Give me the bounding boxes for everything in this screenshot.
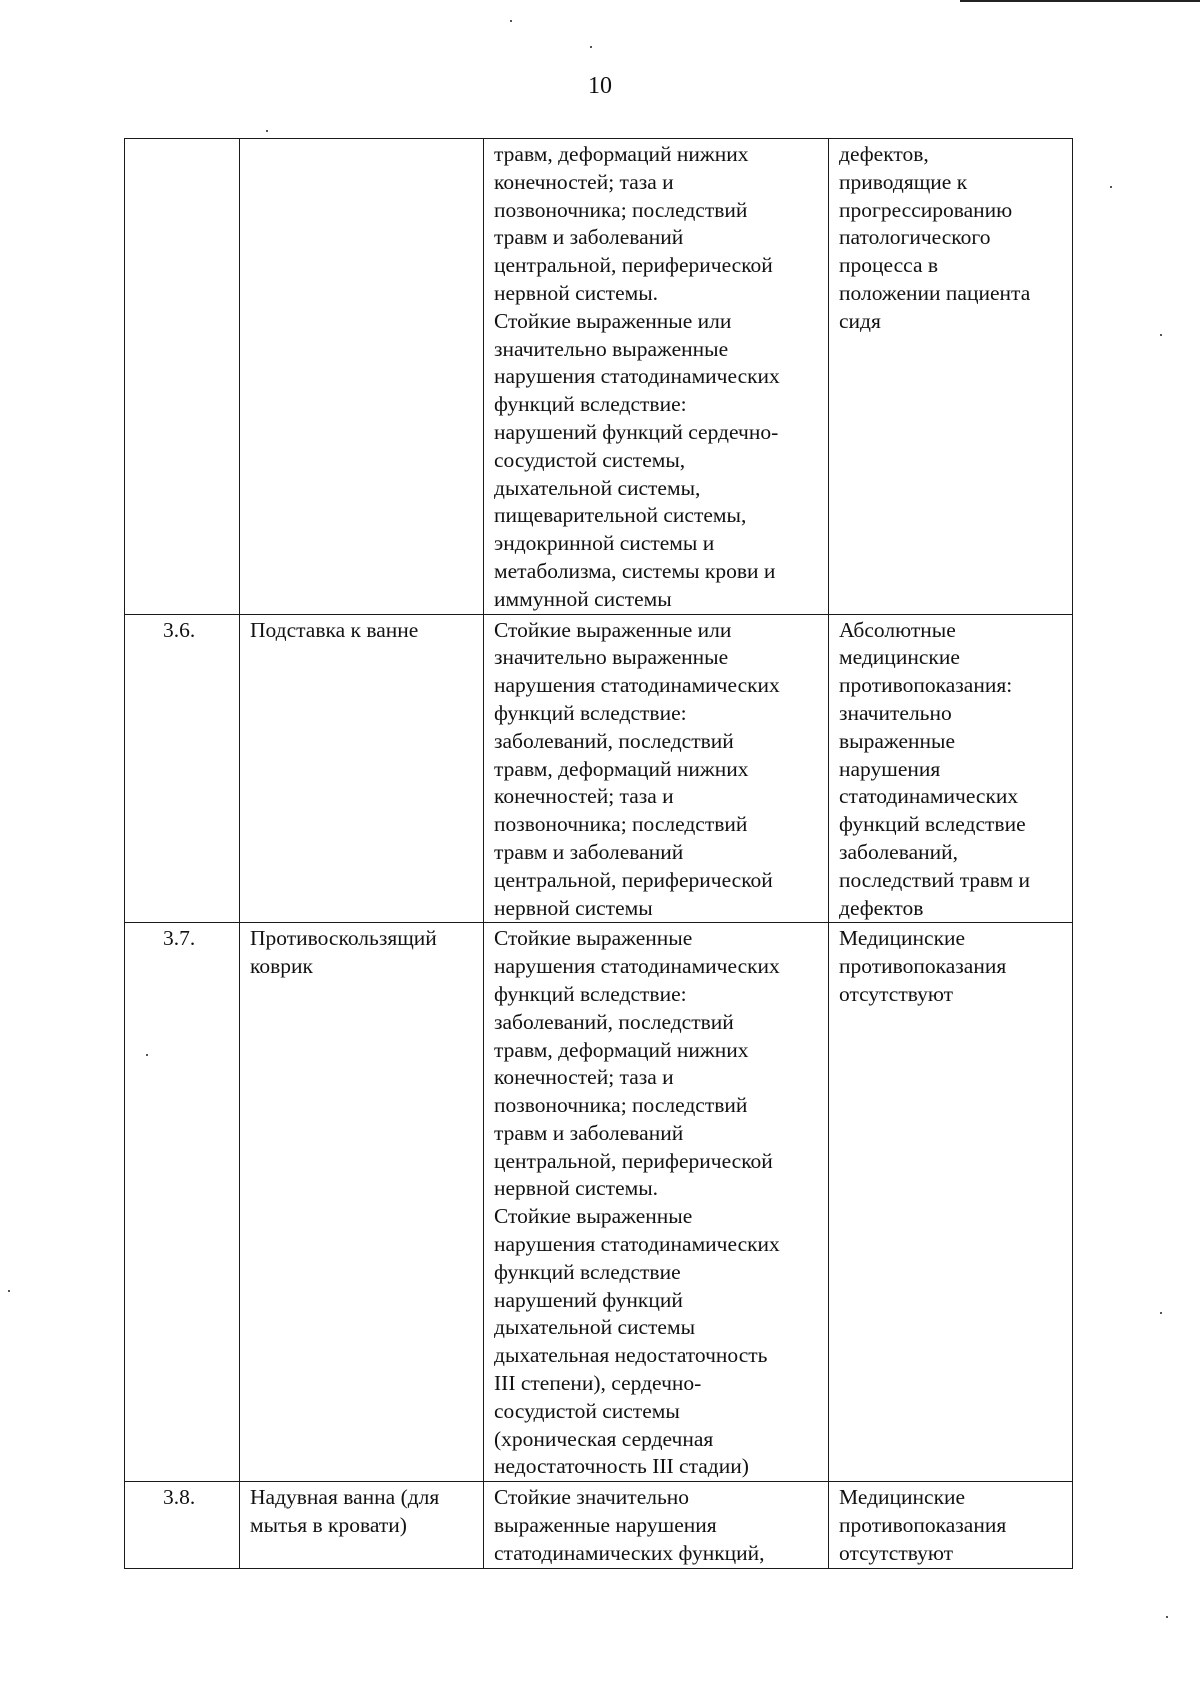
cell-line: противопоказания: <box>839 673 1013 698</box>
cell-line: позвоночника; последствий <box>494 1093 748 1118</box>
cell-line: конечностей; таза и <box>494 784 674 809</box>
cell-line: травм, деформаций нижних <box>494 142 749 166</box>
cell-line: нарушения статодинамических <box>494 673 780 698</box>
cell-line: конечностей; таза и <box>494 169 674 194</box>
cell-line: статодинамических функций, <box>494 1540 765 1565</box>
scan-speck <box>1160 1312 1162 1314</box>
cell-line: дефектов <box>839 895 924 920</box>
table-row <box>125 1482 1073 1568</box>
cell-line: функций вследствие: <box>494 700 687 725</box>
product-name <box>240 614 484 923</box>
cell-line: последствий травм и <box>839 867 1030 892</box>
cell-line: нервной системы. <box>494 280 659 305</box>
page-number: 10 <box>588 73 612 99</box>
cell-line: функций вследствие: <box>494 981 687 1006</box>
cell-line: недостаточность III стадии) <box>494 1454 749 1479</box>
contraindications-cell <box>829 139 1073 615</box>
indications-cell <box>484 923 829 1482</box>
scan-speck <box>510 20 512 22</box>
cell-line: иммунной системы <box>494 586 672 611</box>
cell-line: травм и заболеваний <box>494 225 684 250</box>
cell-line: функций вследствие: <box>494 392 687 417</box>
cell-line: Стойкие выраженные или <box>494 617 732 642</box>
indications-cell <box>484 1482 829 1568</box>
product-name <box>240 139 484 615</box>
cell-line: Медицинские <box>839 926 966 951</box>
scan-speck <box>266 130 268 132</box>
contraindications-cell <box>829 614 1073 923</box>
cell-line: Подставка к ванне <box>250 617 419 642</box>
indications-cell <box>484 139 829 615</box>
cell-line: Абсолютные <box>839 617 956 642</box>
scan-edge-line <box>960 0 1200 2</box>
cell-line: Стойкие выраженные <box>494 926 693 951</box>
cell-line: мытья в кровати) <box>250 1513 407 1538</box>
cell-line: Стойкие значительно <box>494 1485 690 1510</box>
cell-line: метаболизма, системы крови и <box>494 558 776 583</box>
cell-line: значительно выраженные <box>494 645 729 670</box>
cell-line: нарушения статодинамических <box>494 364 780 389</box>
cell-line: нервной системы. <box>494 1176 659 1201</box>
cell-line: травм и заболеваний <box>494 839 684 864</box>
cell-line: позвоночника; последствий <box>494 812 748 837</box>
cell-line: нарушения статодинамических <box>494 954 780 979</box>
cell-line: центральной, периферической <box>494 1148 773 1173</box>
cell-line: нарушения <box>839 756 941 781</box>
cell-line: выраженные <box>839 728 956 753</box>
cell-line: нарушений функций сердечно- <box>494 419 779 444</box>
cell-line: позвоночника; последствий <box>494 197 748 222</box>
cell-line: положении пациента <box>839 280 1031 305</box>
cell-line: травм, деформаций нижних <box>494 1037 749 1062</box>
cell-line: Противоскользящий <box>250 926 437 951</box>
cell-line: сосудистой системы <box>494 1398 680 1423</box>
cell-line: медицинские <box>839 645 960 670</box>
cell-line: центральной, периферической <box>494 253 773 278</box>
cell-line: центральной, периферической <box>494 867 773 892</box>
cell-line: функций вследствие <box>839 812 1026 837</box>
cell-line: эндокринной системы и <box>494 531 715 556</box>
cell-line: нарушения статодинамических <box>494 1232 780 1257</box>
row-number: 3.7. <box>125 923 240 1482</box>
row-number: 3.6. <box>125 614 240 923</box>
row-number: 3.8. <box>125 1482 240 1568</box>
cell-line: дыхательной системы <box>494 1315 696 1340</box>
scan-speck <box>1110 186 1112 188</box>
product-name <box>240 923 484 1482</box>
cell-line: противопоказания <box>839 1513 1007 1538</box>
scan-speck <box>590 46 592 48</box>
cell-line: противопоказания <box>839 954 1007 979</box>
cell-line: нервной системы <box>494 895 653 920</box>
cell-line: Надувная ванна (для <box>250 1485 440 1510</box>
cell-line: III степени), сердечно- <box>494 1371 702 1396</box>
cell-line: пищеварительной системы, <box>494 503 747 528</box>
cell-line: сосудистой системы, <box>494 447 686 472</box>
cell-line: дыхательной системы, <box>494 475 701 500</box>
cell-line: заболеваний, последствий <box>494 728 734 753</box>
contraindications-cell <box>829 1482 1073 1568</box>
cell-line: конечностей; таза и <box>494 1065 674 1090</box>
table-row <box>125 614 1073 923</box>
cell-line: значительно <box>839 700 952 725</box>
cell-line: дыхательная недостаточность <box>494 1343 768 1368</box>
table-row <box>125 923 1073 1482</box>
cell-line: отсутствуют <box>839 981 954 1006</box>
cell-line: сидя <box>839 308 881 333</box>
row-number <box>125 139 240 615</box>
indications-cell <box>484 614 829 923</box>
cell-line: Стойкие выраженные или <box>494 308 732 333</box>
cell-line: выраженные нарушения <box>494 1513 717 1538</box>
cell-line: коврик <box>250 954 313 979</box>
contraindications-cell <box>829 923 1073 1482</box>
cell-line: статодинамических <box>839 784 1019 809</box>
cell-line: Медицинские <box>839 1485 966 1510</box>
cell-line: значительно выраженные <box>494 336 729 361</box>
cell-line: прогрессированию <box>839 197 1013 222</box>
scan-speck <box>1160 334 1162 336</box>
cell-line: (хроническая сердечная <box>494 1426 714 1451</box>
cell-line: отсутствуют <box>839 1540 954 1565</box>
requirements-table <box>124 138 1073 1569</box>
product-name <box>240 1482 484 1568</box>
table-row <box>125 139 1073 615</box>
cell-line: нарушений функций <box>494 1287 683 1312</box>
cell-line: процесса в <box>839 253 939 278</box>
cell-line: Стойкие выраженные <box>494 1204 693 1229</box>
cell-line: патологического <box>839 225 991 250</box>
scan-speck <box>8 1290 10 1292</box>
scan-speck <box>146 1054 148 1056</box>
cell-line: дефектов, <box>839 142 929 166</box>
cell-line: травм и заболеваний <box>494 1120 684 1145</box>
cell-line: приводящие к <box>839 169 968 194</box>
scan-speck <box>1166 1616 1168 1618</box>
cell-line: травм, деформаций нижних <box>494 756 749 781</box>
table-body <box>125 139 1073 1569</box>
cell-line: заболеваний, последствий <box>494 1009 734 1034</box>
cell-line: заболеваний, <box>839 839 959 864</box>
cell-line: функций вследствие <box>494 1259 681 1284</box>
